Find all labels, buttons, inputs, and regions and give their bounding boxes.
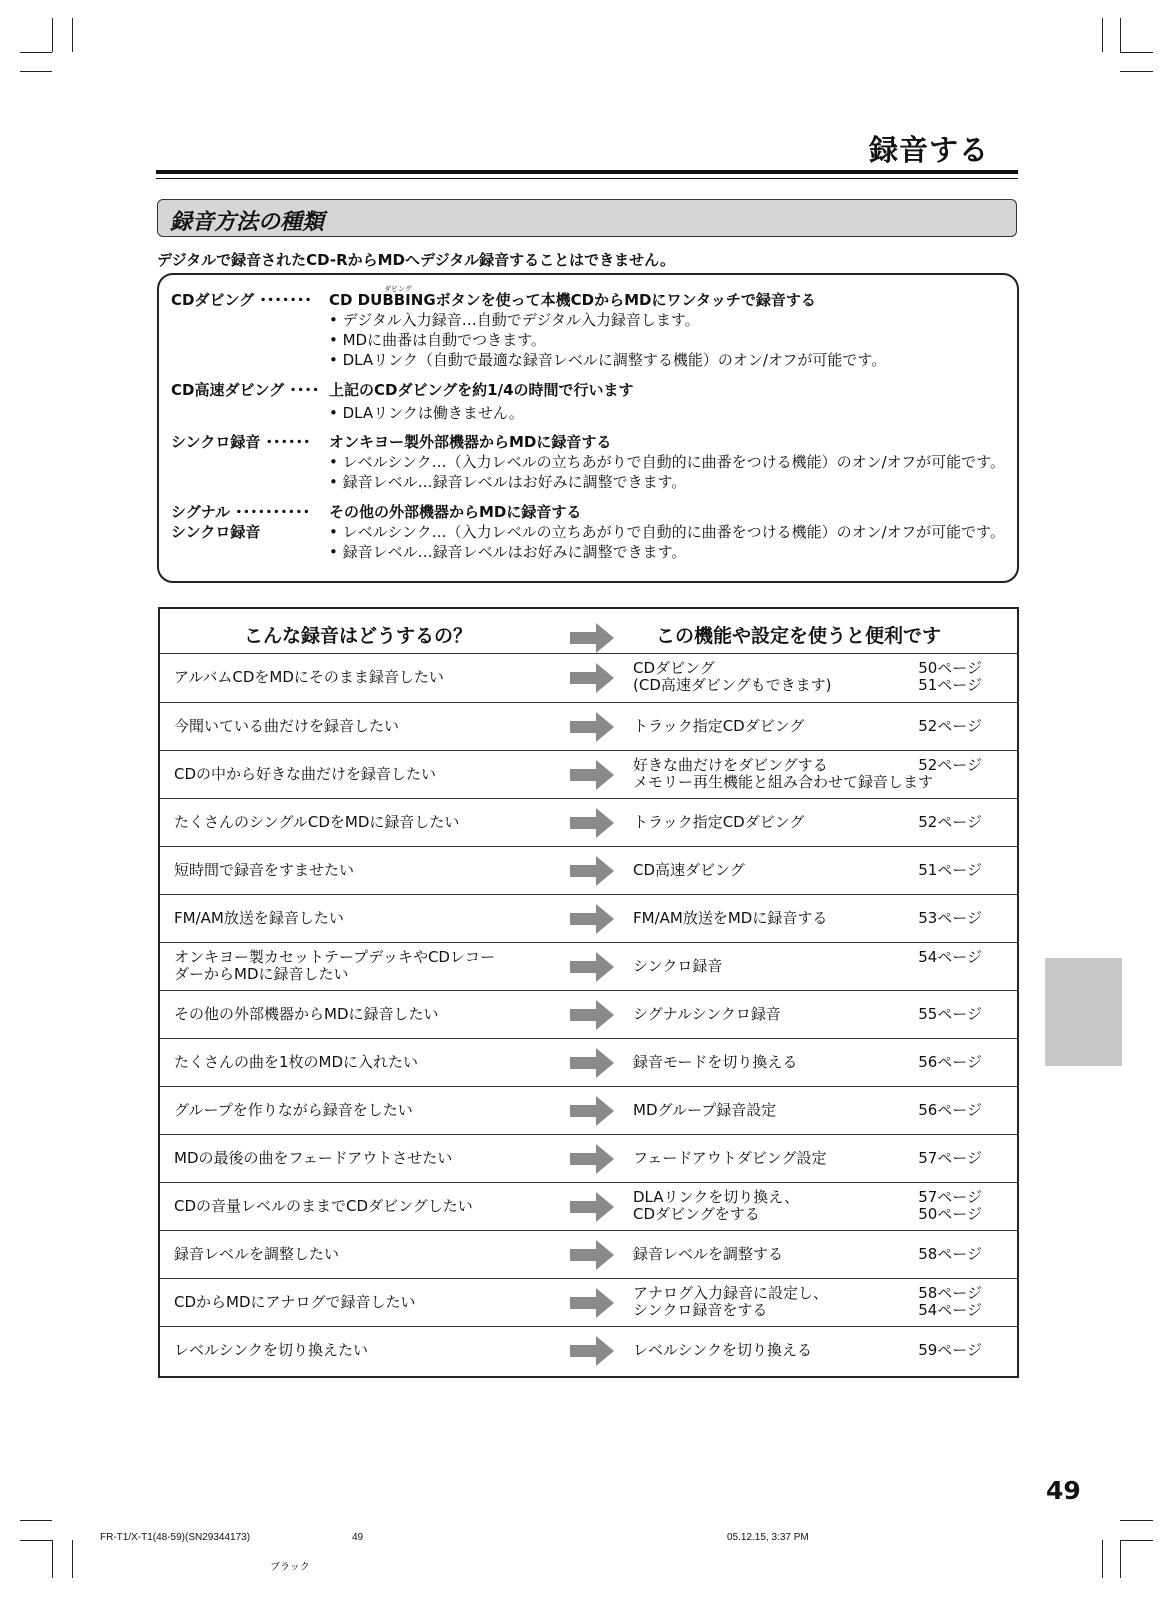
arrow-right-icon — [570, 1336, 614, 1366]
arrow-right-icon — [570, 808, 614, 838]
arrow-right-icon — [570, 760, 614, 790]
answer-text: 録音レベルを調整する — [633, 1245, 784, 1263]
answer-text: 好きな曲だけをダビングする — [633, 756, 828, 774]
method-detail: • レベルシンク…（入力レベルの立ちあがりで自動的に曲番をつける機能）のオン/オフが可能です。 — [329, 453, 1005, 471]
answer-text: トラック指定CDダビング — [633, 813, 805, 831]
page-ref: 50ページ — [918, 659, 982, 677]
answer-text: トラック指定CDダビング — [633, 717, 805, 735]
answer-text: CD高速ダビング — [633, 861, 745, 879]
method-detail: • DLAリンク（自動で最適な録音レベルに調整する機能）のオン/オフが可能です。 — [329, 351, 887, 369]
page-ref: 57ページ — [918, 1188, 982, 1206]
arrow-right-icon — [570, 663, 614, 693]
method-heading: オンキヨー製外部機器からMDに録音する — [329, 433, 612, 451]
method-detail: • 録音レベル…録音レベルはお好みに調整できます。 — [329, 543, 687, 561]
page-ref: 57ページ — [918, 1149, 982, 1167]
title-rule — [156, 170, 1018, 174]
method-detail: • 録音レベル…録音レベルはお好みに調整できます。 — [329, 473, 687, 491]
page-ref: 52ページ — [918, 717, 982, 735]
footer-color: ブラック — [270, 1562, 310, 1573]
method-term: シグナル ･･････････ — [171, 503, 311, 521]
table-row — [160, 942, 1017, 991]
arrow-right-icon — [570, 1192, 614, 1222]
question-text: MDの最後の曲をフェードアウトさせたい — [174, 1149, 453, 1167]
arrow-right-icon — [570, 1144, 614, 1174]
page-ref: 51ページ — [918, 676, 982, 694]
page-title: 録音する — [868, 133, 989, 167]
question-text: 今聞いている曲だけを録音したい — [174, 717, 400, 735]
method-detail: • デジタル入力録音…自動でデジタル入力録音します。 — [329, 311, 700, 329]
answer-text: MDグループ録音設定 — [633, 1101, 777, 1119]
arrow-right-icon — [570, 856, 614, 886]
footer-date: 05.12.15, 3:37 PM — [727, 1532, 809, 1543]
question-text: CDからMDにアナログで録音したい — [174, 1293, 416, 1311]
answer-text: シグナルシンクロ録音 — [633, 1005, 781, 1023]
table-row — [160, 990, 1017, 1039]
method-heading: 上記のCDダビングを約1/4の時間で行います — [329, 381, 634, 399]
footer-page: 49 — [352, 1532, 364, 1543]
answer-text: FM/AM放送をMDに録音する — [633, 909, 828, 927]
table-row — [160, 846, 1017, 895]
note-text: デジタルで録音されたCD-RからMDへデジタル録音することはできません。 — [157, 251, 675, 269]
crop-mark — [1120, 1540, 1153, 1541]
answer-text: シンクロ録音をする — [633, 1301, 768, 1319]
crop-mark — [52, 18, 53, 52]
question-text: グループを作りながら録音をしたい — [174, 1101, 413, 1119]
section-heading — [157, 199, 1017, 237]
crop-mark — [20, 1540, 52, 1541]
arrow-right-icon — [570, 1096, 614, 1126]
page-ref: 51ページ — [918, 861, 982, 879]
page-ref: 52ページ — [918, 813, 982, 831]
ruby-text: ダビング — [384, 285, 412, 293]
arrow-right-icon — [570, 904, 614, 934]
question-text: CDの中から好きな曲だけを録音したい — [174, 765, 437, 783]
crop-mark — [20, 71, 52, 72]
answer-text: シンクロ録音 — [633, 957, 723, 975]
method-heading: CD DUBBINGボタンを使って本機CDからMDにワンタッチで録音する — [329, 291, 816, 309]
crop-mark — [1120, 18, 1121, 52]
table-row — [160, 750, 1017, 799]
question-text: たくさんの曲を1枚のMDに入れたい — [174, 1053, 419, 1071]
arrow-right-icon — [570, 1240, 614, 1270]
footer-file: FR-T1/X-T1(48-59)(SN29344173) — [100, 1532, 251, 1543]
answer-text: アナログ入力録音に設定し、 — [633, 1284, 829, 1302]
table-row — [160, 1326, 1017, 1375]
arrow-right-icon — [570, 1000, 614, 1030]
page-ref: 56ページ — [918, 1101, 982, 1119]
method-detail: • MDに曲番は自動でつきます。 — [329, 331, 546, 349]
arrow-right-icon — [570, 952, 614, 982]
table-header-question: こんな録音はどうするの？ — [244, 625, 473, 647]
crop-mark — [72, 1540, 73, 1578]
method-box — [157, 273, 1019, 583]
crop-mark — [1120, 52, 1153, 53]
page-number: 49 — [1046, 1476, 1081, 1505]
method-detail: • DLAリンクは働きません。 — [329, 404, 524, 422]
chapter-tab — [1045, 958, 1122, 1066]
crop-mark — [1102, 18, 1103, 52]
page-ref: 58ページ — [918, 1245, 982, 1263]
crop-mark — [1120, 1520, 1153, 1521]
answer-text: (CD高速ダビングもできます) — [633, 676, 832, 694]
arrow-right-icon — [570, 712, 614, 742]
answer-text: フェードアウトダビング設定 — [633, 1149, 827, 1167]
answer-text: レベルシンクを切り換える — [633, 1341, 812, 1359]
page-ref: 53ページ — [918, 909, 982, 927]
section-title: 録音方法の種類 — [170, 210, 325, 235]
question-text: 短時間で録音をすませたい — [174, 861, 355, 879]
question-text: CDの音量レベルのままでCDダビングしたい — [174, 1197, 473, 1215]
table-row — [160, 653, 1017, 702]
table-row — [160, 1134, 1017, 1183]
crop-mark — [52, 1540, 53, 1578]
question-text: FM/AM放送を録音したい — [174, 909, 344, 927]
crop-mark — [1120, 71, 1153, 72]
page-ref: 55ページ — [918, 1005, 982, 1023]
arrow-right-icon — [570, 1288, 614, 1318]
table-row — [160, 1230, 1017, 1279]
question-text: たくさんのシングルCDをMDに録音したい — [174, 813, 460, 831]
question-text: 録音レベルを調整したい — [174, 1245, 340, 1263]
answer-text: 録音モードを切り換える — [633, 1053, 798, 1071]
arrow-right-icon — [570, 623, 614, 653]
crop-mark — [72, 18, 73, 52]
crop-mark — [20, 1520, 52, 1521]
method-term: CD高速ダビング ････ — [171, 381, 320, 399]
page-ref: 54ページ — [918, 948, 982, 966]
method-heading: その他の外部機器からMDに録音する — [329, 503, 582, 521]
table-row — [160, 1278, 1017, 1327]
method-detail: • レベルシンク…（入力レベルの立ちあがりで自動的に曲番をつける機能）のオン/オフが可能です。 — [329, 523, 1005, 541]
answer-text: メモリー再生機能と組み合わせて録音します — [633, 773, 934, 791]
page-ref: 58ページ — [918, 1284, 982, 1302]
question-text: レベルシンクを切り換えたい — [174, 1341, 368, 1359]
table-row — [160, 1086, 1017, 1135]
answer-text: CDダビング — [633, 659, 715, 677]
table-row — [160, 1038, 1017, 1087]
table-row — [160, 1182, 1017, 1231]
howto-table — [158, 607, 1019, 1378]
page-ref: 56ページ — [918, 1053, 982, 1071]
title-rule-thin — [156, 178, 1018, 179]
answer-text: CDダビングをする — [633, 1205, 760, 1223]
question-text: オンキヨー製カセットテープデッキやCDレコー — [174, 948, 495, 966]
method-term: シンクロ録音 ･･････ — [171, 433, 311, 451]
crop-mark — [20, 52, 52, 53]
page-ref: 50ページ — [918, 1205, 982, 1223]
table-row — [160, 798, 1017, 847]
question-text: その他の外部機器からMDに録音したい — [174, 1005, 439, 1023]
page-ref: 54ページ — [918, 1301, 982, 1319]
table-row — [160, 702, 1017, 751]
table-row — [160, 894, 1017, 943]
crop-mark — [1102, 1540, 1103, 1578]
question-text: ダーからMDに録音したい — [174, 965, 349, 983]
page-ref: 52ページ — [918, 756, 982, 774]
table-header-answer: この機能や設定を使うと便利です — [656, 625, 942, 647]
arrow-right-icon — [570, 1048, 614, 1078]
crop-mark — [1120, 1540, 1121, 1578]
question-text: アルバムCDをMDにそのまま録音したい — [174, 668, 444, 686]
method-term: CDダビング ･･･････ — [171, 291, 312, 309]
page-ref: 59ページ — [918, 1341, 982, 1359]
answer-text: DLAリンクを切り換え、 — [633, 1188, 800, 1206]
method-term: シンクロ録音 — [171, 523, 261, 541]
